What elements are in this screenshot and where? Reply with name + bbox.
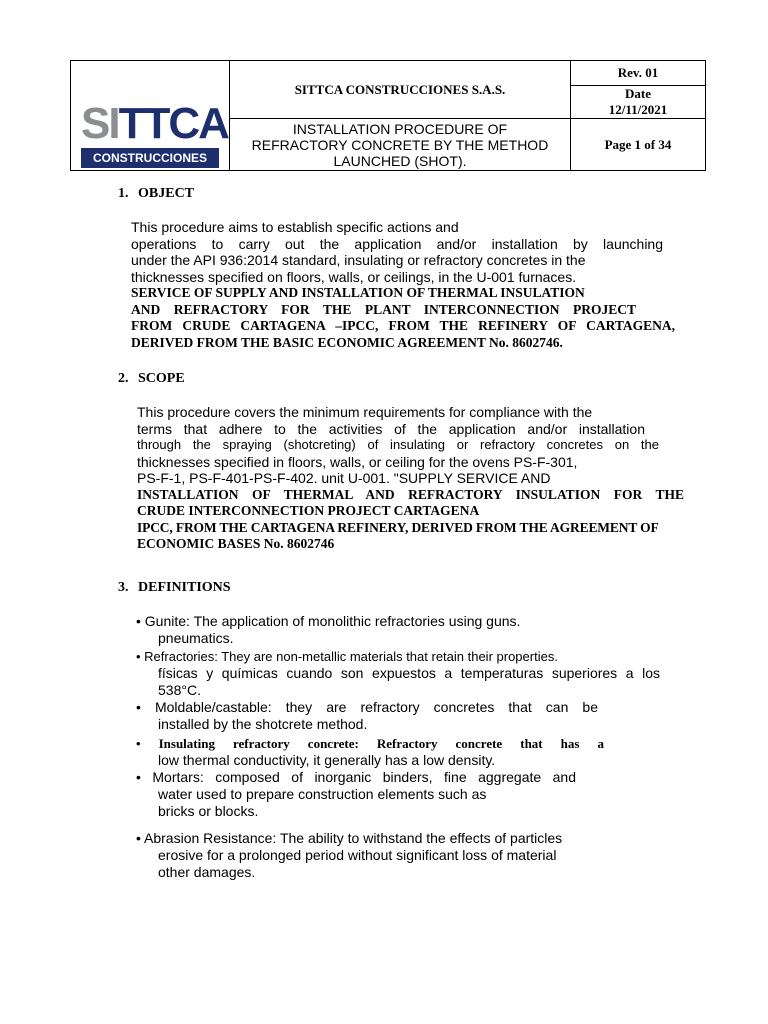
company-name: SITTCA CONSTRUCCIONES S.A.S. — [230, 61, 571, 119]
date-value: 12/11/2021 — [608, 102, 668, 117]
paragraph-line: terms that adhere to the activities of the application and/or installation — [137, 420, 645, 437]
definition-item: • Refractories: They are non-metallic materials that retain their properties. físicas y químicas cuando son expuestos a temperaturas superiores a los 538°C. — [136, 649, 660, 698]
paragraph-bold-line: CRUDE INTERCONNECTION PROJECT CARTAGENA — [137, 503, 480, 518]
definition-item: • Mortars: composed of inorganic binders, fine aggregate and water used to prepare construction elements such as bricks or blocks. — [136, 769, 576, 819]
paragraph-bold-line: FROM CRUDE CARTAGENA –IPCC, FROM THE REFINERY OF CARTAGENA, — [131, 318, 675, 333]
section-heading-definitions: 3. DEFINITIONS — [118, 580, 231, 595]
definition-item: • Moldable/castable: they are refractory concretes that can be installed by the shotcrete method. — [136, 699, 598, 732]
definition-item: • Gunite: The application of monolithic refractories using guns. pneumatics. — [136, 613, 521, 646]
company-logo — [81, 99, 228, 167]
paragraph-bold-line: INSTALLATION OF THERMAL AND REFRACTORY INSULATION FOR THE — [137, 486, 684, 502]
paragraph-line: operations to carry out the application and/or installation by launching — [131, 235, 663, 252]
scope-paragraph — [137, 404, 684, 553]
logo-letters: SITTCA — [81, 99, 228, 148]
revision: Rev. 01 — [571, 61, 706, 86]
paragraph-bold-line: ECONOMIC BASES No. 8602746 — [137, 536, 335, 551]
paragraph-bold-line: DERIVED FROM THE BASIC ECONOMIC AGREEMENT No. 8602746. — [131, 334, 563, 350]
procedure-title — [230, 119, 571, 171]
date-label: Date — [625, 86, 651, 101]
logo-cell — [71, 61, 230, 171]
document-header-table — [70, 60, 706, 171]
object-paragraph — [131, 219, 675, 351]
paragraph-bold-line: IPCC, FROM THE CARTAGENA REFINERY, DERIVED FROM THE AGREEMENT OF — [137, 519, 659, 535]
paragraph-line: thicknesses specified in floors, walls, or ceiling for the ovens PS-F-301, — [137, 453, 578, 470]
paragraph-line: This procedure aims to establish specific actions and — [131, 219, 459, 235]
procedure-title-line: INSTALLATION PROCEDURE OF — [292, 120, 508, 137]
paragraph-line: through the spraying (shotcreting) of insulating or refractory concretes on the — [137, 437, 659, 452]
section-heading-scope: 2. SCOPE — [118, 371, 185, 386]
paragraph-line: This procedure covers the minimum requirements for compliance with the — [137, 404, 593, 420]
paragraph-line: thicknesses specified on floors, walls, or ceilings, in the U-001 furnaces. — [131, 268, 577, 285]
section-heading-object: 1. OBJECT — [118, 186, 195, 201]
paragraph-bold-line: AND REFRACTORY FOR THE PLANT INTERCONNECTION PROJECT — [131, 301, 636, 317]
definition-item: • Abrasion Resistance: The ability to withstand the effects of particles erosive for a prolonged period without significant loss of material other damages. — [136, 830, 563, 880]
date-cell — [571, 86, 706, 119]
paragraph-line: under the API 936:2014 standard, insulating or refractory concretes in the — [131, 252, 586, 268]
paragraph-line: PS-F-1, PS-F-401-PS-F-402. unit U-001. "SUPPLY SERVICE AND — [137, 470, 551, 486]
definition-item: • Insulating refractory concrete: Refractory concrete that has a low thermal conductivity, it generally has a low density. — [136, 736, 604, 768]
page-number: Page 1 of 34 — [571, 119, 706, 171]
paragraph-bold-line: SERVICE OF SUPPLY AND INSTALLATION OF THERMAL INSULATION — [131, 285, 585, 300]
procedure-title-line: REFRACTORY CONCRETE BY THE METHOD — [251, 136, 549, 153]
logo-bar: CONSTRUCCIONES — [81, 148, 219, 168]
procedure-title-line: LAUNCHED (SHOT). — [333, 152, 467, 169]
